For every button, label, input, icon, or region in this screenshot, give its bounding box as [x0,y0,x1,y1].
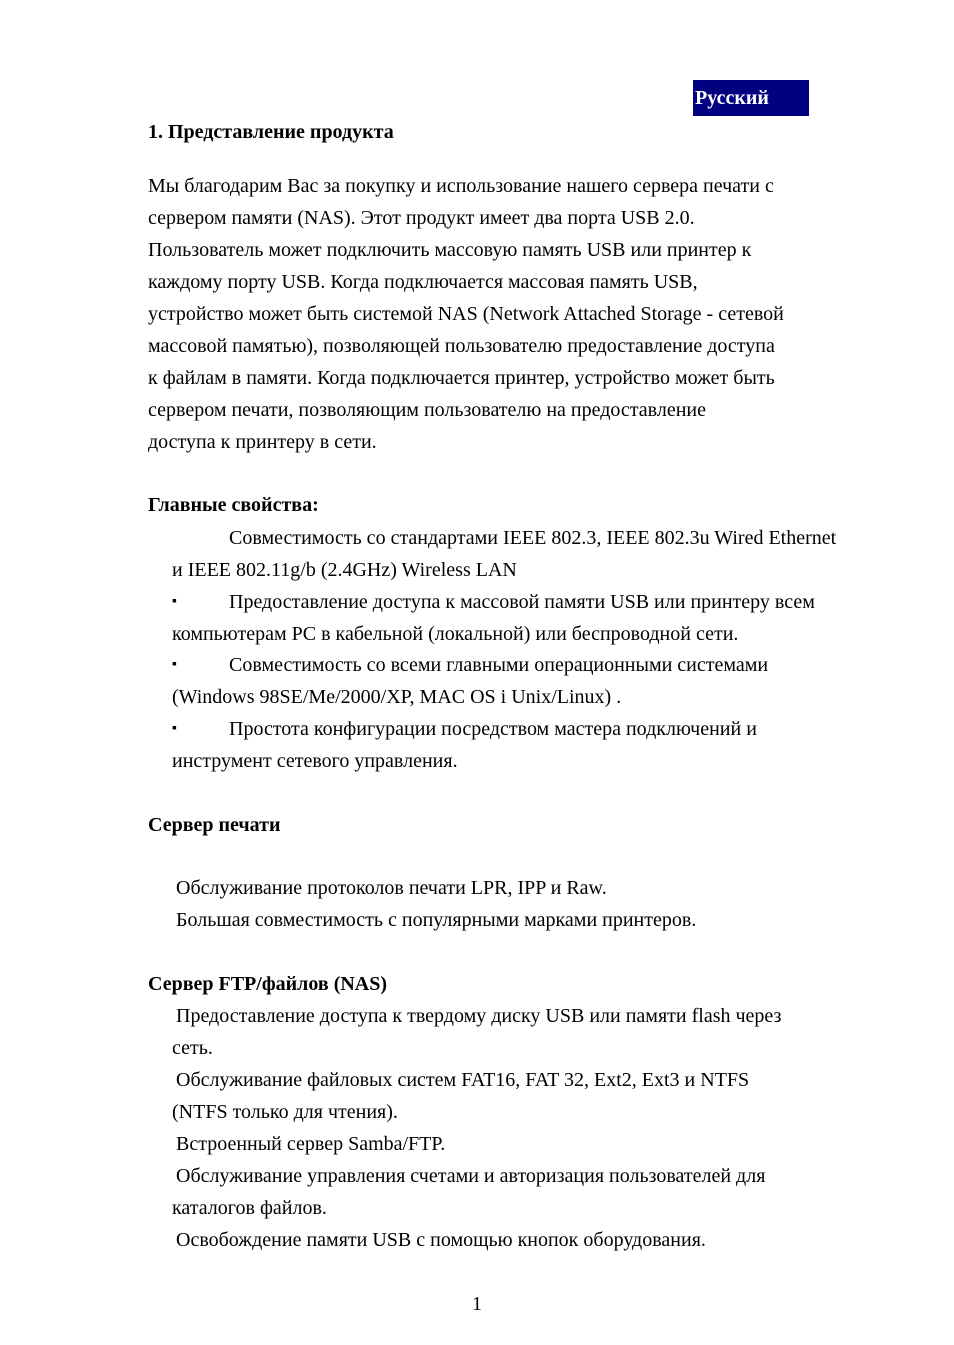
intro-line: массовой памятью), позволяющей пользователю предоставление доступа [148,335,775,357]
ftp-server-line: каталогов файлов. [172,1197,327,1219]
intro-line: Пользователь может подключить массовую память USB или принтер к [148,239,752,261]
feature-item-text: компьютерам PC в кабельной (локальной) или беспроводной сети. [172,623,739,645]
ftp-server-line: Обслуживание управления счетами и авторизация пользователей для [176,1165,766,1187]
ftp-server-line: Встроенный сервер Samba/FTP. [176,1133,446,1155]
intro-line: доступа к принтеру в сети. [148,431,377,453]
print-server-line: Обслуживание протоколов печати LPR, IPP и Raw. [176,877,607,899]
section-heading-product-intro: 1. Представление продукта [148,121,394,143]
intro-line: Мы благодарим Вас за покупку и использование нашего сервера печати с [148,175,774,197]
bullet-icon: ▪ [172,657,177,672]
feature-item-text: Совместимость со всеми главными операционными системами [229,654,769,676]
feature-item-text: Предоставление доступа к массовой памяти USB или принтеру всем [229,591,815,613]
section-heading-features: Главные свойства: [148,494,319,516]
ftp-server-line: (NTFS только для чтения). [172,1101,398,1123]
feature-item-text: инструмент сетевого управления. [172,750,458,772]
feature-item-text: Совместимость со стандартами IEEE 802.3, IEEE 802.3u Wired Ethernet [229,527,837,549]
intro-line: сервером памяти (NAS). Этот продукт имеет два порта USB 2.0. [148,207,695,229]
ftp-server-line: Предоставление доступа к твердому диску USB или памяти flash через [176,1005,782,1027]
intro-line: каждому порту USB. Когда подключается массовая память USB, [148,271,698,293]
ftp-server-line: Обслуживание файловых систем FAT16, FAT 32, Ext2, Ext3 и NTFS [176,1069,750,1091]
feature-item-text: Простота конфигурации посредством мастера подключений и [229,718,757,740]
page-number: 1 [472,1293,482,1315]
ftp-server-line: сеть. [172,1037,213,1059]
feature-item-text: (Windows 98SE/Me/2000/XP, MAC OS i Unix/Linux) . [172,686,622,708]
section-heading-ftp-server: Сервер FTP/файлов (NAS) [148,973,388,995]
print-server-line: Большая совместимость с популярными марками принтеров. [176,909,697,931]
bullet-icon: ▪ [172,594,177,609]
intro-line: устройство может быть системой NAS (Network Attached Storage - сетевой [148,303,784,325]
language-badge: Русский [693,80,809,116]
ftp-server-line: Освобождение памяти USB с помощью кнопок оборудования. [176,1229,706,1251]
section-heading-print-server: Сервер печати [148,814,281,836]
bullet-icon: ▪ [172,721,177,736]
intro-line: сервером печати, позволяющим пользователю на предоставление [148,399,706,421]
intro-line: к файлам в памяти. Когда подключается принтер, устройство может быть [148,367,775,389]
feature-item-text: и IEEE 802.11g/b (2.4GHz) Wireless LAN [172,559,517,581]
